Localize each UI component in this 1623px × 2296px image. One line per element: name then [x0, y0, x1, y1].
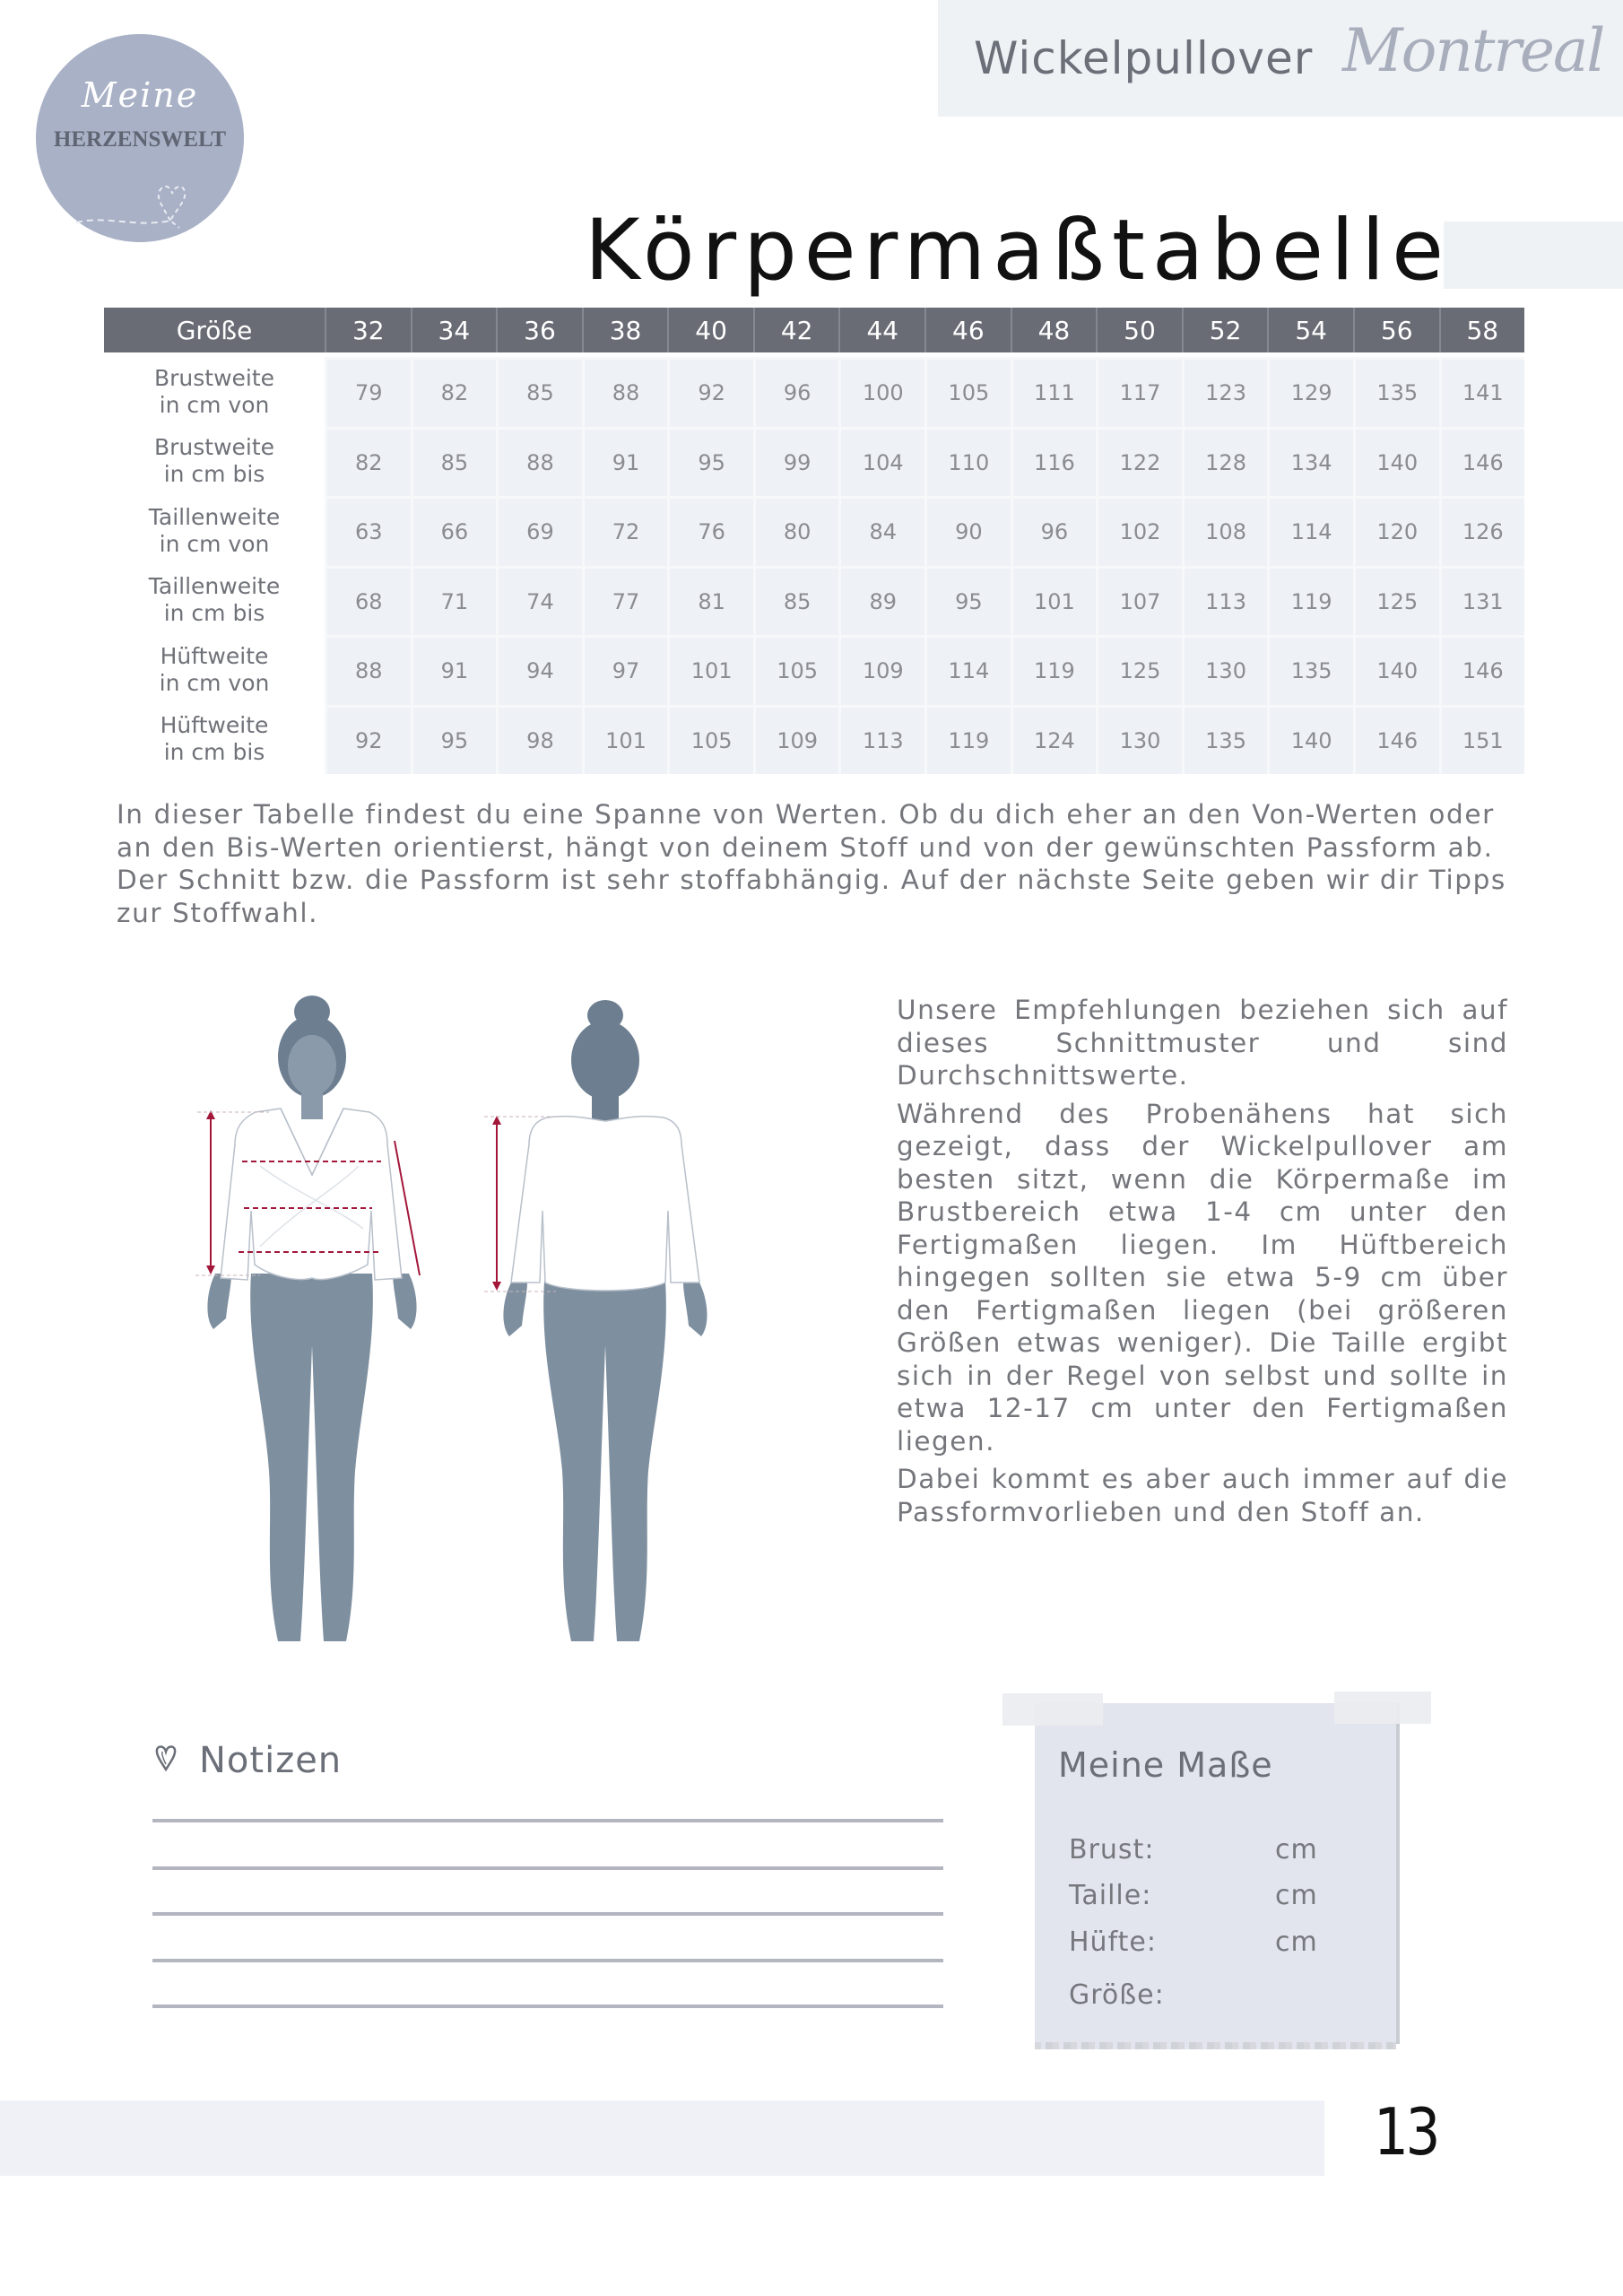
- table-cell: 104: [838, 427, 924, 497]
- front-figure: [195, 996, 420, 1641]
- row-label-range: in cm von: [159, 669, 270, 696]
- table-cell: 88: [582, 357, 668, 427]
- recommendation-paragraph: Unsere Empfehlungen beziehen sich auf dieses Schnittmuster und sind Durchschnittswerte.: [897, 995, 1508, 1091]
- footer-band: [0, 2100, 1324, 2176]
- table-header-row: [104, 308, 1524, 352]
- table-header-size: 44: [838, 308, 924, 352]
- table-cell: 135: [1353, 357, 1439, 427]
- table-header-size-label: Größe: [176, 315, 253, 345]
- table-cell: 85: [496, 357, 582, 427]
- notes-title: Notizen: [199, 1740, 343, 1781]
- table-cell: 113: [838, 705, 924, 775]
- table-cell: 146: [1439, 427, 1525, 497]
- body-measurement-table: [104, 308, 1524, 774]
- row-label-range: in cm von: [159, 530, 270, 557]
- table-body: [104, 357, 1524, 774]
- brand-logo: [36, 34, 244, 242]
- measurement-label-waist: Taille:: [1069, 1880, 1152, 1911]
- page-number: 13: [1374, 2094, 1438, 2170]
- row-label-measure: Hüftweite: [160, 642, 269, 669]
- table-cell: 107: [1096, 566, 1182, 636]
- note-line[interactable]: [152, 1819, 943, 1822]
- measurement-figures: [179, 987, 735, 1659]
- table-cell: 105: [667, 705, 753, 775]
- measurement-unit-waist: cm: [1275, 1880, 1318, 1911]
- table-cell: 119: [1267, 566, 1353, 636]
- table-cell: 98: [496, 705, 582, 775]
- table-header-size: 50: [1096, 308, 1182, 352]
- table-header-size: 56: [1353, 308, 1439, 352]
- table-cell: 130: [1096, 705, 1182, 775]
- table-cell: 96: [753, 357, 839, 427]
- product-script-name: Montreal: [1342, 16, 1604, 85]
- table-cell: 129: [1267, 357, 1353, 427]
- table-cell: 74: [496, 566, 582, 636]
- measurement-label-size: Größe:: [1069, 1979, 1165, 2011]
- row-label: [104, 705, 325, 775]
- table-row: [104, 635, 1524, 705]
- table-cell: 120: [1353, 496, 1439, 566]
- table-cell: 135: [1267, 635, 1353, 705]
- row-label: [104, 496, 325, 566]
- row-label-measure: Taillenweite: [148, 503, 281, 530]
- table-cell: 97: [582, 635, 668, 705]
- table-header-size: 36: [496, 308, 582, 352]
- table-cell: 88: [496, 427, 582, 497]
- table-cell: 140: [1267, 705, 1353, 775]
- table-cell: 101: [1011, 566, 1097, 636]
- row-label-measure: Brustweite: [153, 364, 275, 391]
- table-header-size: 32: [325, 308, 411, 352]
- table-header-size: 48: [1011, 308, 1097, 352]
- table-cell: 105: [753, 635, 839, 705]
- note-line[interactable]: [152, 2005, 943, 2008]
- table-cell: 76: [667, 496, 753, 566]
- table-cell: 68: [325, 566, 411, 636]
- table-row: [104, 427, 1524, 497]
- product-name: Wickelpullover: [974, 32, 1314, 84]
- table-cell: 72: [582, 496, 668, 566]
- table-cell: 71: [411, 566, 497, 636]
- measurement-label-chest: Brust:: [1069, 1834, 1155, 1866]
- table-cell: 114: [924, 635, 1011, 705]
- recommendation-paragraph: Dabei kommt es aber auch immer auf die Passformvorlieben und den Stoff an.: [897, 1464, 1508, 1527]
- table-cell: 88: [325, 635, 411, 705]
- table-cell: 91: [411, 635, 497, 705]
- table-cell: 96: [1011, 496, 1097, 566]
- table-cell: 135: [1182, 705, 1268, 775]
- tape-decoration: [1334, 1692, 1431, 1724]
- table-cell: 95: [924, 566, 1011, 636]
- table-cell: 146: [1439, 635, 1525, 705]
- table-cell: 109: [838, 635, 924, 705]
- table-cell: 92: [667, 357, 753, 427]
- table-cell: 125: [1096, 635, 1182, 705]
- table-header-size: 38: [582, 308, 668, 352]
- table-cell: 89: [838, 566, 924, 636]
- table-header-size: 40: [667, 308, 753, 352]
- page-title: Körpermaßtabelle: [585, 202, 1452, 300]
- table-cell: 141: [1439, 357, 1525, 427]
- intro-paragraph: In dieser Tabelle findest du eine Spanne von Werten. Ob du dich eher an den Von-Werten oder an den Bis-Werten orientierst, hängt von deinem Stoff und von der gewünschten Passform ab.: [117, 799, 1495, 863]
- row-label-range: in cm bis: [163, 461, 265, 488]
- table-cell: 77: [582, 566, 668, 636]
- row-label-measure: Brustweite: [153, 434, 275, 461]
- measurement-unit-chest: cm: [1275, 1834, 1318, 1866]
- table-cell: 99: [753, 427, 839, 497]
- row-label: [104, 566, 325, 636]
- fit-recommendation-text: [897, 994, 1508, 1534]
- row-label: [104, 357, 325, 427]
- table-cell: 117: [1096, 357, 1182, 427]
- table-cell: 108: [1182, 496, 1268, 566]
- table-cell: 113: [1182, 566, 1268, 636]
- note-line[interactable]: [152, 1866, 943, 1870]
- table-cell: 79: [325, 357, 411, 427]
- table-cell: 102: [1096, 496, 1182, 566]
- table-cell: 81: [667, 566, 753, 636]
- table-header-size: 34: [411, 308, 497, 352]
- my-measurements-title: Meine Maße: [1058, 1745, 1273, 1785]
- table-row: [104, 566, 1524, 636]
- table-cell: 82: [411, 357, 497, 427]
- note-line[interactable]: [152, 1912, 943, 1916]
- table-cell: 140: [1353, 635, 1439, 705]
- table-cell: 101: [582, 705, 668, 775]
- table-cell: 146: [1353, 705, 1439, 775]
- table-header-size: 58: [1439, 308, 1525, 352]
- table-cell: 126: [1439, 496, 1525, 566]
- table-cell: 109: [753, 705, 839, 775]
- table-header-size: 54: [1267, 308, 1353, 352]
- table-cell: 125: [1353, 566, 1439, 636]
- heart-icon: [154, 1744, 178, 1771]
- row-label-range: in cm bis: [163, 739, 265, 766]
- row-label: [104, 635, 325, 705]
- table-cell: 123: [1182, 357, 1268, 427]
- table-cell: 105: [924, 357, 1011, 427]
- table-row: [104, 705, 1524, 775]
- table-cell: 122: [1096, 427, 1182, 497]
- table-row: [104, 496, 1524, 566]
- table-cell: 101: [667, 635, 753, 705]
- table-cell: 82: [325, 427, 411, 497]
- row-label: [104, 427, 325, 497]
- table-cell: 151: [1439, 705, 1525, 775]
- row-label-range: in cm bis: [163, 600, 265, 627]
- table-cell: 111: [1011, 357, 1097, 427]
- table-cell: 124: [1011, 705, 1097, 775]
- table-cell: 66: [411, 496, 497, 566]
- table-cell: 130: [1182, 635, 1268, 705]
- table-cell: 90: [924, 496, 1011, 566]
- back-figure: [484, 1000, 707, 1641]
- table-cell: 84: [838, 496, 924, 566]
- row-label-range: in cm von: [159, 391, 270, 418]
- recommendation-paragraph: Während des Probenähens hat sich gezeigt, dass der Wickelpullover am besten sitzt, wenn die Körpermaße im Brustbereich etwa 1-4 cm unter den Fertigmaßen liegen. Im Hüftbereich hingegen sollten sie etwa 5-9 cm über den Fertigmaßen liegen (bei größeren Größen etwas weniger). Die Taille ergibt sich in der Regel von selbst und sollte in etwa 12-17 cm unter den Fertigmaßen liegen.: [897, 1098, 1508, 1457]
- table-cell: 134: [1267, 427, 1353, 497]
- table-cell: 69: [496, 496, 582, 566]
- table-cell: 140: [1353, 427, 1439, 497]
- table-cell: 92: [325, 705, 411, 775]
- table-cell: 63: [325, 496, 411, 566]
- table-cell: 119: [924, 705, 1011, 775]
- logo-brand-text: HERZENSWELT: [53, 127, 227, 152]
- intro-paragraph: Der Schnitt bzw. die Passform ist sehr stoffabhängig. Auf der nächste Seite geben wir dir Tipps zur Stoffwahl.: [117, 865, 1506, 928]
- row-label-measure: Taillenweite: [148, 573, 281, 600]
- table-header-size: 52: [1182, 308, 1268, 352]
- table-cell: 80: [753, 496, 839, 566]
- table-cell: 94: [496, 635, 582, 705]
- table-cell: 91: [582, 427, 668, 497]
- table-cell: 95: [667, 427, 753, 497]
- measurement-unit-hip: cm: [1275, 1926, 1318, 1958]
- logo-heart-thread-icon: [72, 169, 215, 231]
- table-row: [104, 357, 1524, 427]
- table-cell: 85: [753, 566, 839, 636]
- table-header-size: 46: [924, 308, 1011, 352]
- tape-decoration: [1002, 1693, 1103, 1726]
- table-header-size: 42: [753, 308, 839, 352]
- table-cell: 110: [924, 427, 1011, 497]
- table-cell: 128: [1182, 427, 1268, 497]
- measurement-label-hip: Hüfte:: [1069, 1926, 1157, 1958]
- table-cell: 131: [1439, 566, 1525, 636]
- row-label-measure: Hüftweite: [160, 712, 269, 739]
- note-line[interactable]: [152, 1959, 943, 1962]
- table-cell: 116: [1011, 427, 1097, 497]
- table-cell: 119: [1011, 635, 1097, 705]
- table-cell: 95: [411, 705, 497, 775]
- table-cell: 85: [411, 427, 497, 497]
- title-accent-block: [1444, 222, 1623, 289]
- intro-text: [117, 798, 1521, 929]
- table-cell: 100: [838, 357, 924, 427]
- table-cell: 114: [1267, 496, 1353, 566]
- logo-script-text: Meine: [81, 75, 199, 115]
